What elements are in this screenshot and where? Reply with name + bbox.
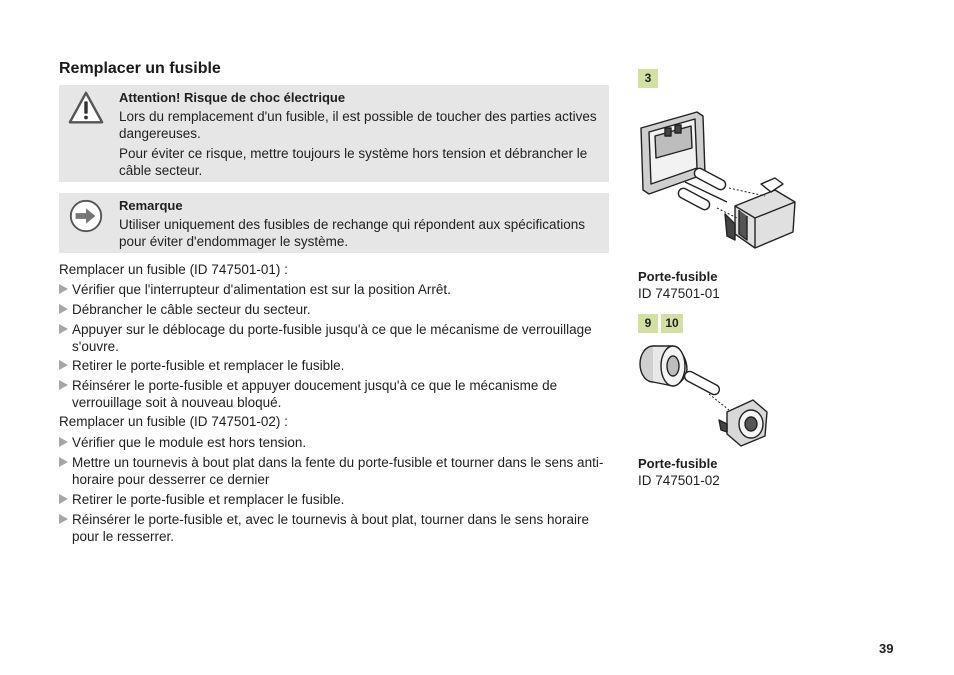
bullet-arrow-icon: [59, 437, 68, 447]
bullet-arrow-icon: [59, 494, 68, 504]
procedure-intro: Remplacer un fusible (ID 747501-01) :: [59, 262, 288, 277]
note-title: Remarque: [119, 198, 183, 213]
figure-caption-title: Porte-fusible: [638, 269, 718, 284]
warning-box: [59, 85, 609, 182]
fuse-holder-cap-illustration: [635, 340, 780, 450]
bullet-arrow-icon: [59, 284, 68, 294]
bullet-arrow-icon: [59, 304, 68, 314]
warning-paragraph: Lors du remplacement d'un fusible, il est possible de toucher des parties actives dangereuses.: [119, 109, 597, 141]
procedure-intro: Remplacer un fusible (ID 747501-02) :: [59, 414, 288, 429]
figure-badge: 3: [638, 69, 658, 88]
page-title: Remplacer un fusible: [59, 60, 221, 77]
figure-caption-id: ID 747501-02: [638, 473, 720, 488]
warning-title: Attention! Risque de choc électrique: [119, 90, 346, 105]
bullet-arrow-icon: [59, 457, 68, 467]
note-text: Utiliser uniquement des fusibles de rechange qui répondent aux spécifications pour éviter d'endommager le système.: [119, 217, 586, 249]
bullet-arrow-icon: [59, 514, 68, 524]
bullet-arrow-icon: [59, 380, 68, 390]
bullet-arrow-icon: [59, 324, 68, 334]
arrow-right-circle-icon: [67, 197, 105, 235]
figure-badge: 9: [638, 314, 658, 333]
fuse-holder-drawer-illustration: [635, 106, 800, 266]
figure-caption-id: ID 747501-01: [638, 286, 720, 301]
warning-triangle-icon: [67, 89, 105, 127]
warning-paragraph: Pour éviter ce risque, mettre toujours le système hors tension et débrancher le câble secteur.: [119, 146, 588, 178]
bullet-arrow-icon: [59, 360, 68, 370]
figure-badge: 10: [661, 314, 683, 333]
page-number: 39: [879, 641, 894, 656]
note-box: [59, 193, 609, 253]
figure-caption-title: Porte-fusible: [638, 456, 718, 471]
